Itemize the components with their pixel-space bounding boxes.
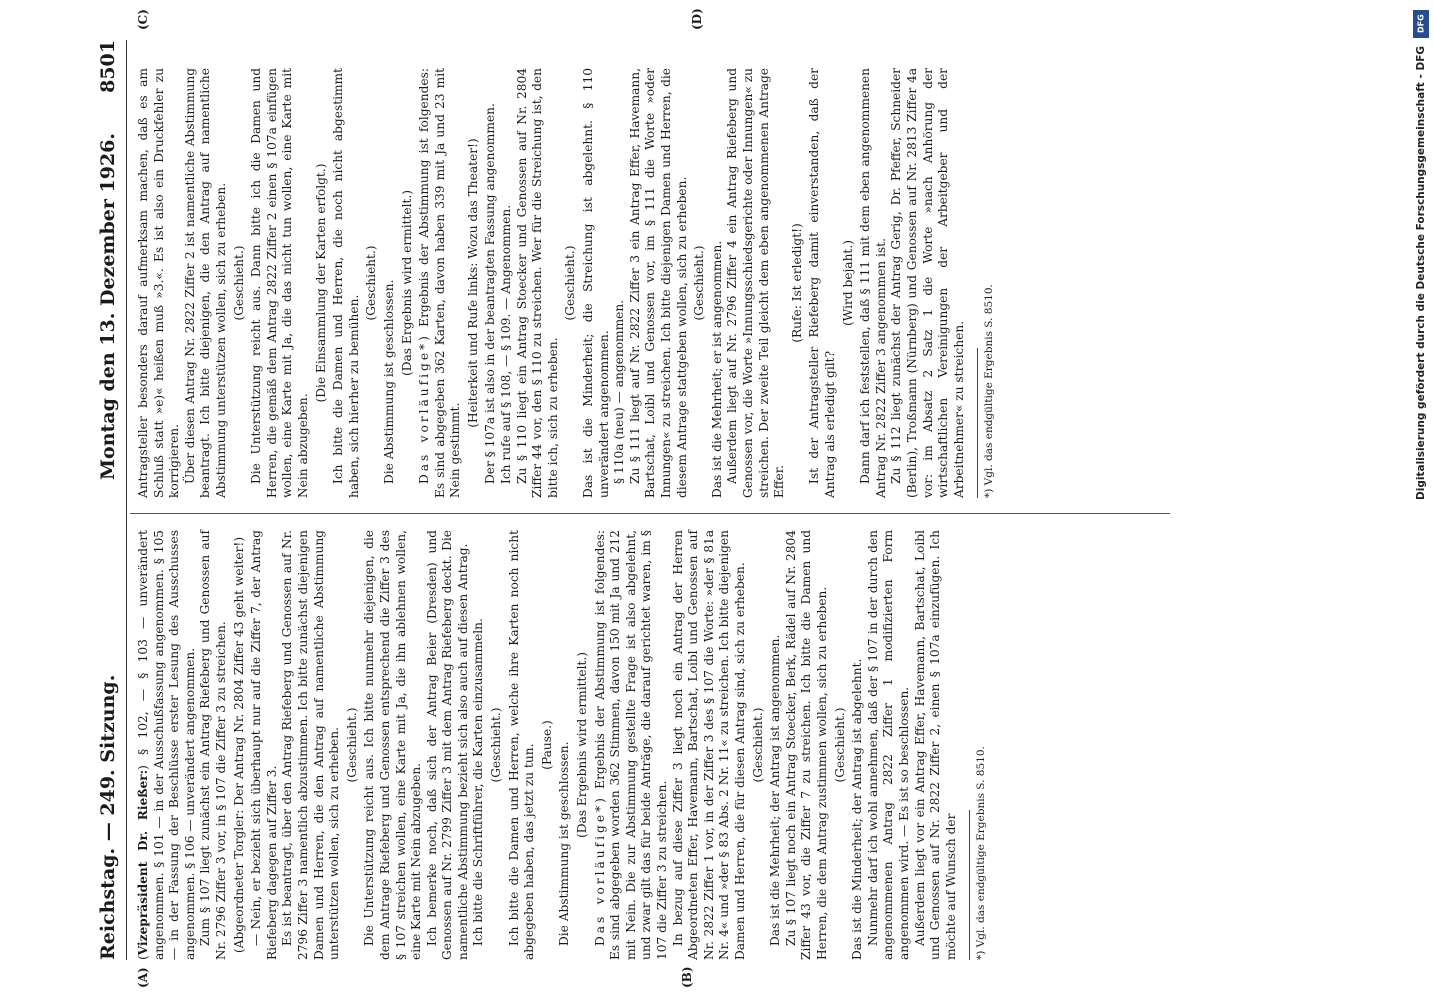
left-column [136,530,990,960]
credit-text: Digitalisierung gefördert durch die Deutsche Forschungsgemeinschaft - DFG [1415,46,1427,500]
stage-note: (Die Einsammlung der Karten erfolgt.) [313,163,328,403]
margin-letter-a: (A) [136,967,150,988]
paragraph: Ich bitte die Damen und Herren, die noch nicht abgestimmt haben, sich hierher zu bemühen. [331,68,361,498]
paragraph: Das ist die Mehrheit; er ist angenommen. [709,240,724,498]
stage-note: (Geschieht.) [563,245,578,321]
paragraph: Außerdem liegt auf Nr. 2796 Ziffer 4 ein Antrag Riefeberg und Genossen vor, die Worte »Innungsschiedsgerichte oder Innungen« zu streichen. Der zweite Teil gleicht dem eben angenommenen Antrage Effer. [725,68,787,498]
paragraph-text: Ergebnis der Abstimmung ist folgendes: Es sind abgegeben 362 Karten, davon haben 339 mit Ja und 23 mit Nein gestimmt. [417,68,463,498]
stage-note: (Pause.) [539,720,554,770]
paragraph: Ich bitte die Damen und Herren, welche ihre Karten noch nicht abgegeben haben, das jetzt zu tun. [506,530,537,960]
paragraph: Nunmehr darf ich wohl annehmen, daß der § 107 in der durch den angenommenen Antrag 2822 Ziffer 1 modifizierten Form angenommen wird. — Es ist so beschlossen. [865,530,911,960]
paragraph: Zu § 112 liegt zunächst der Antrag Gerig, Dr. Pfeffer, Schneider (Berlin), Troßmann (Nürnberg) und Genossen auf Nr. 2813 Ziffer 4a vor: im Absatz 2 Satz 1 die Worte »nach Anhörung der wirtschaftlichen Vereinigungen der Arbeitgeber und der Arbeitnehmer« zu streichen. [889,68,966,498]
stage-note: (Geschieht.) [489,707,504,783]
interjection: (Heiterkeit und Rufe links: Wozu das Theater!) [465,138,480,428]
paragraph: Es ist beantragt, über den Antrag Riefeberg und Genossen auf Nr. 2796 Ziffer 3 namentlich abzustimmen. Ich bitte zunächst diejenigen Damen und Herren, die den Antrag auf namentliche Abstimmung unterstützen wollen, sich zu erheben. [280,530,342,960]
speaker-name: Vizepräsident Dr. Rießer: [136,769,150,956]
paragraph: Das ist die Minderheit; der Antrag ist abgelehnt. [850,658,865,960]
emphasis-lead: Das vorläufige*) [592,795,607,946]
stage-note: (Das Ergebnis wird ermittelt.) [399,189,414,377]
paragraph: Außerdem liegt vor ein Antrag Effer, Havemann, Bartschat, Loibl und Genossen auf Nr. 2822 Ziffer 2, einen § 107a einzufügen. Ich möchte auf Wunsch der [912,530,958,960]
interjection: (Abgeordneter Torgler: Der Antrag Nr. 2804 Ziffer 43 geht weiter!) [231,536,246,954]
paragraph: Das ist die Minderheit; die Streichung ist abgelehnt. § 110 unverändert angenommen. [581,68,611,498]
stage-note: (Geschieht.) [344,707,359,783]
paragraph [593,530,671,960]
stage-note: (Geschieht.) [231,245,246,321]
footnote: *) Vgl. das endgültige Ergebnis S. 8510. [975,746,988,960]
paragraph: Die Abstimmung ist geschlossen. [557,741,572,946]
paragraph: Dann darf ich feststellen, daß § 111 mit dem eben angenommenen Antrag Nr. 2822 Ziffer 3 angenommen ist. [858,68,888,498]
paragraph: Über diesen Antrag Nr. 2822 Ziffer 2 ist namentliche Abstimmung beantragt. Ich bitte diejenigen, die den Antrag auf namentliche Abstimmung unterstützen wollen, sich zu erheben. [182,68,228,498]
margin-letter-b: (B) [680,966,694,988]
page-number: 8501 [97,40,119,93]
paragraph: Ist der Antragsteller Riefeberg damit einverstanden, daß der Antrag als erledigt gilt? [807,68,837,498]
digitization-credit [1408,10,1434,990]
footnote-rule [977,348,978,498]
paragraph: Antragsteller besonders darauf aufmerksam machen, daß es am Schluß statt »e)« heißen muß »3.«. Es ist also ein Druckfehler zu korrigieren. [136,68,182,498]
paragraph: Das ist die Mehrheit; der Antrag ist angenommen. [768,634,783,946]
stage-note: (Geschieht.) [692,245,707,321]
dfg-logo: DFG [1413,10,1429,38]
paragraph: (Vizepräsident Dr. Rießer:) § 102, — § 103 — unverändert angenommen. § 101 — in der Ausschußfassung angenommen. § 105 — in der Fassung der Beschlüsse erster Lesung des Ausschusses angenommen. § 106 — unverändert angenommen. [136,530,197,960]
stage-note: (Geschieht.) [750,707,765,783]
paragraph: § 110a (neu) — angenommen. [612,299,627,484]
paragraph: Die Unterstützung reicht aus. Ich bitte nunmehr diejenigen, die dem Antrage Riefeberg und Genossen entsprechend die Ziffer 3 des § 107 streichen wollen, eine Karte mit Ja, die ihn ablehnen wollen, eine Karte mit Nein abzugeben. [362,530,424,960]
paragraph: — Nein, er bezieht sich überhaupt nur auf die Ziffer 7, der Antrag Riefeberg dagegen auf Ziffer 3. [249,530,279,960]
document-page [90,8,1390,988]
page-header [90,40,127,960]
footnote-rule [969,810,970,960]
paragraph: Zum § 107 liegt zunächst ein Antrag Riefeberg und Genossen auf Nr. 2796 Ziffer 3 vor, in § 107 die Ziffer 3 zu streichen. [198,530,228,960]
paragraph: Ich bemerke noch, daß sich der Antrag Beier (Dresden) und Genossen auf Nr. 2799 Ziffer 3 mit dem Antrag Riefeberg deckt. Die namentliche Abstimmung bezieht sich also auch auf diesen Antrag. [424,530,470,960]
margin-letter-c: (C) [136,9,150,30]
right-column [136,68,998,498]
paragraph: Zu § 110 liegt ein Antrag Stoecker und Genossen auf Nr. 2804 Ziffer 44 vor, den § 110 zu streichen. Wer für die Streichung ist, den bitte ich, sich zu erheben. [514,68,560,498]
stage-note: (Geschieht.) [832,707,847,783]
emphasis-lead: Das vorläufige*) [417,333,432,484]
header-left-title: Reichstag. — 249. Sitzung. [97,674,119,960]
paragraph-text: Ergebnis der Abstimmung ist folgendes: Es sind abgegeben worden 362 Stimmen, davon 150 mit Ja und 212 mit Nein. Die zur Abstimmung gestellte Frage ist also abgelehnt, und zwar gilt das für beide Anträge, die darauf gerichtet waren, im § 107 die Ziffer 3 zu streichen. [592,530,669,960]
paragraph [417,68,464,498]
paragraph: In bezug auf diese Ziffer 3 liegt noch ein Antrag der Herren Abgeordneten Effer, Havemann, Bartschat, Loibl und Genossen auf Nr. 2822 Ziffer 1 vor, in der Ziffer 3 des § 107 die Worte: »der § 81a Nr. 4« und »der § 83 Abs. 2 Nr. 11« zu streichen. Ich bitte diejenigen Damen und Herren, die für diesen Antrag sind, sich zu erheben. [670,530,747,960]
stage-note: (Das Ergebnis wird ermittelt.) [575,651,590,839]
stage-note: (Geschieht.) [364,245,379,321]
paragraph: Der § 107a ist also in der beantragten Fassung angenommen. [483,103,498,484]
paragraph: Zu § 107 liegt noch ein Antrag Stoecker, Berk, Rädel auf Nr. 2804 Ziffer 43 vor, die Ziffer 7 zu streichen. Ich bitte die Damen und Herren, die dem Antrag zustimmen wollen, sich zu erheben. [783,530,829,960]
header-left [97,520,119,960]
stage-note: (Wird bejaht.) [840,240,855,326]
paragraph: Zu § 111 liegt auf Nr. 2822 Ziffer 3 ein Antrag Effer, Havemann, Bartschat, Loibl und Genossen vor, im § 111 die Worte »oder Innungen« zu streichen. Ich bitte diejenigen Damen und Herren, die diesem Antrage stattgeben wollen, sich zu erheben. [627,68,689,498]
paragraph-text: § 102, — § 103 — unverändert angenommen. § 101 — in der Ausschußfassung angenommen. § 105 — in der Fassung der Beschlüsse erster Lesung des Ausschusses angenommen. § 106 — unverändert angenommen. [136,530,197,960]
paragraph: Ich bitte die Schriftführer, die Karten einzusammeln. [471,618,486,946]
footnote: *) Vgl. das endgültige Ergebnis S. 8510. [983,284,996,498]
column-divider [130,513,1170,514]
margin-letter-d: (D) [690,8,704,30]
header-date: Montag den 13. Dezember 1926. [97,132,119,480]
paragraph: Ich rufe auf § 108, — § 109. — Angenommen. [499,204,514,484]
paragraph: Die Abstimmung ist geschlossen. [381,279,396,484]
interjection: (Rufe: Ist erledigt!) [789,223,804,343]
paragraph: Die Unterstützung reicht aus. Dann bitte ich die Damen und Herren, die gemäß dem Antrag 2822 Ziffer 2 einen § 107a einfügen wollen, eine Karte mit Ja, die das nicht tun wollen, eine Karte mit Nein abzugeben. [249,68,310,498]
header-right [97,40,119,480]
